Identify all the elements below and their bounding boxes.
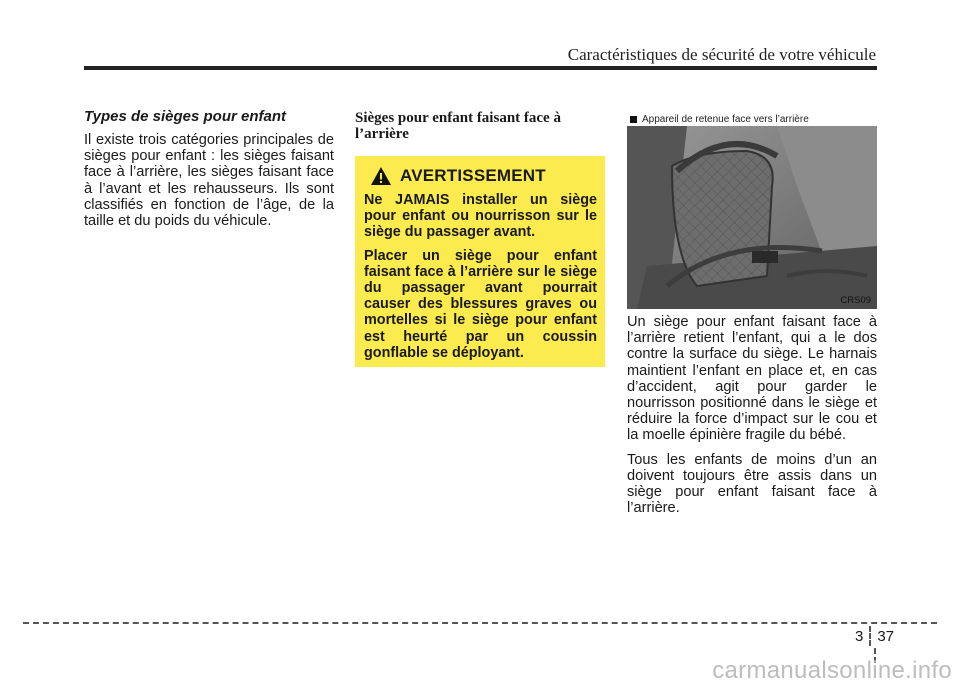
figure-caption (630, 112, 877, 126)
page-number (855, 626, 894, 646)
square-bullet-icon (630, 116, 637, 123)
middle-column (355, 110, 605, 142)
right-column-text (627, 314, 877, 524)
warning-triangle-icon (370, 166, 392, 186)
left-column (84, 108, 334, 229)
warning-header (364, 166, 597, 186)
section-title: Sièges pour enfant faisant face à l’arrière (355, 110, 561, 142)
figure-code: CRS09 (840, 295, 871, 306)
rear-facing-paragraph-1: Un siège pour enfant faisant face à l’arrière retient l’enfant, qui a le dos contre la surface du siège. Le harnais maintient l’enfant en place et, en cas d’accident, agit pour garder le nourrisson positionné dans le siège et réduire la force d’impact sur le cou et la moelle épinière fragile du bébé. (627, 314, 877, 444)
warning-text-1: Ne JAMAIS installer un siège pour enfant ou nourrisson sur le siège du passager avant. (364, 192, 597, 241)
right-column (627, 112, 877, 517)
intro-paragraph: Il existe trois catégories principales de sièges pour enfant : les sièges faisant face à l’arrière, les sièges faisant face à l’avant et les rehausseurs. Ils sont classifiés en fonction de l’âge, de la taille et du poids du véhicule. (84, 132, 334, 230)
warning-box (355, 156, 605, 367)
car-seat-illustration (627, 126, 877, 309)
figure-caption-text: Appareil de retenue face vers l’arrière (642, 113, 809, 125)
page-number-value: 37 (877, 627, 895, 645)
warning-title: AVERTISSEMENT (400, 166, 546, 185)
footer-rule (23, 622, 937, 624)
warning-text-2: Placer un siège pour enfant faisant face à l’arrière sur le siège du passager avant pourrait causer des blessures graves ou mortelles si le siège pour enfant est heurté par un coussin gonflable se déployant. (364, 247, 597, 361)
page-header-title: Caractéristiques de sécurité de votre véhicule (567, 45, 876, 64)
header-rule (84, 66, 877, 70)
page-number-divider (869, 626, 871, 646)
watermark: carmanualsonline.info (712, 657, 952, 684)
rear-facing-seat-photo (627, 126, 877, 309)
rear-facing-paragraph-2: Tous les enfants de moins d’un an doivent toujours être assis dans un siège pour enfant faisant face à l’arrière. (627, 451, 877, 517)
chapter-number: 3 (855, 627, 864, 645)
section-subheading: Types de sièges pour enfant (84, 108, 286, 125)
